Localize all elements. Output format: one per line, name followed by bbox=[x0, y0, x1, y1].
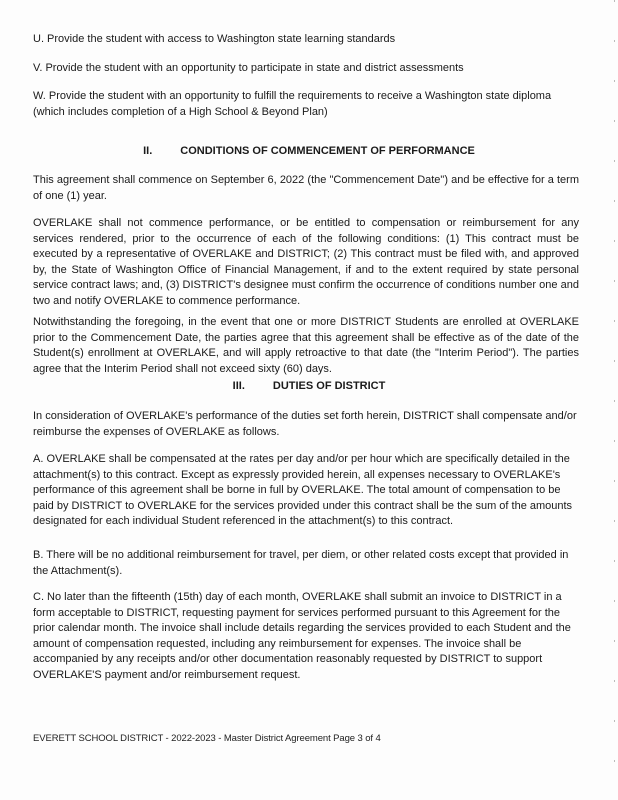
section-2-heading bbox=[0, 145, 618, 157]
section-2-paragraph-3: Notwithstanding the foregoing, in the event that one or more DISTRICT Students are enrolled at OVERLAKE prior to the Commencement Date, the parties agree that this agreement shall be effective as of the date of the Student(s) enrollment at OVERLAKE, and will apply retroactive to that date (the "Interim Period"). The parties agree that the Interim Period shall not exceed sixty (60) days. bbox=[33, 316, 579, 375]
section-2-number: II. bbox=[143, 145, 153, 157]
section-3-number: III. bbox=[232, 380, 245, 392]
page-footer: EVERETT SCHOOL DISTRICT - 2022-2023 - Master District Agreement Page 3 of 4 bbox=[33, 733, 381, 744]
section-2-paragraph-2: OVERLAKE shall not commence performance, or be entitled to compensation or reimbursement for any services rendered, prior to the occurrence of each of the following conditions: (1) This contract must be executed by a representative of OVERLAKE and DISTRICT; (2) This contract must be filed with, and approved by, the State of Washington Office of Financial Management, if and to the extent required by state personal service contract laws; and, (3) DISTRICT's designee must confirm the occurrence of conditions number one and two and notify OVERLAKE to commence performance. bbox=[33, 217, 579, 307]
section-2-paragraph-1: This agreement shall commence on September 6, 2022 (the "Commencement Date") and be effective for a term of one (1) year. bbox=[33, 174, 579, 202]
section-3-item-a: A. OVERLAKE shall be compensated at the rates per day and/or per hour which are specifically detailed in the attachment(s) to this contract. Except as expressly provided herein, all expenses necessary to OVERLAKE's performance of this agreement shall be borne in full by OVERLAKE. The total amount of compensation to be paid by DISTRICT to OVERLAKE for the services provided under this contract shall be the sum of the amounts designated for each individual Student referenced in the attachment(s) to this contract. bbox=[33, 453, 573, 528]
scan-edge-artifact bbox=[614, 0, 615, 800]
item-w: W. Provide the student with an opportunity to fulfill the requirements to receive a Washington state diploma (which includes completion of a High School & Beyond Plan) bbox=[33, 90, 552, 118]
section-3-intro: In consideration of OVERLAKE's performance of the duties set forth herein, DISTRICT shall compensate and/or reimburse the expenses of OVERLAKE as follows. bbox=[33, 410, 577, 438]
section-2-title: CONDITIONS OF COMMENCEMENT OF PERFORMANCE bbox=[180, 145, 475, 157]
item-v: V. Provide the student with an opportunity to participate in state and district assessments bbox=[33, 62, 464, 74]
section-3-heading bbox=[0, 380, 618, 392]
section-3-item-b: B. There will be no additional reimbursement for travel, per diem, or other related costs except that provided in the Attachment(s). bbox=[33, 549, 569, 577]
section-3-title: DUTIES OF DISTRICT bbox=[272, 380, 386, 392]
section-3-item-c: C. No later than the fifteenth (15th) day of each month, OVERLAKE shall submit an invoice to DISTRICT in a form acceptable to DISTRICT, requesting payment for services performed pursuant to this Agreement for the prior calendar month. The invoice shall include details regarding the services provided to each Student and the amount of compensation requested, including any reimbursement for expenses. The invoice shall be accompanied by any receipts and/or other documentation reasonably requested by DISTRICT to support OVERLAKE'S payment and/or reimbursement request. bbox=[33, 591, 571, 681]
item-u: U. Provide the student with access to Washington state learning standards bbox=[33, 33, 396, 45]
